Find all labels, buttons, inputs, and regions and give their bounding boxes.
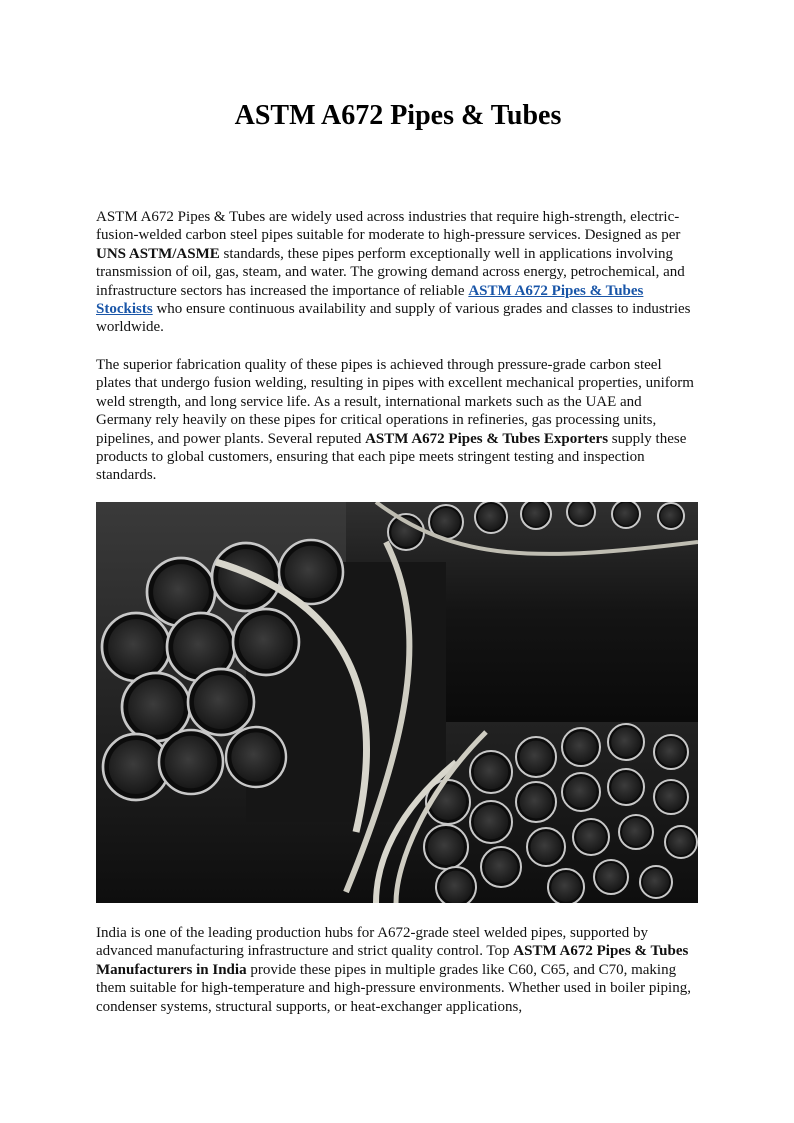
intro-text-c: who ensure continuous availability and supply of various grades and classes to industries worldwide. (96, 301, 691, 336)
pipe-bore (108, 619, 164, 675)
pipes-photo (96, 502, 698, 903)
fabrication-text-a: The superior fabrication quality of these pipes is achieved through pressure-grade carbon steel plates that undergo fusion welding, resulting in pipes with excellent mechanical properties, uniform weld strength, and long service life. As a result, international markets such as the UAE and Germany rely heavily on these pipes for critical operations in refineries, gas processing units, pipelines, and power plants. Several reputed (96, 357, 694, 447)
pipe-bore (615, 503, 638, 526)
pipe-bore (611, 772, 641, 802)
exporters-bold: ASTM A672 Pipes & Tubes Exporters (365, 430, 609, 447)
manufacturers-bold: ASTM A672 Pipes & Tubes Manufacturers in India (96, 943, 689, 978)
india-text-a: India is one of the leading production hubs for A672-grade steel welded pipes, supported by advanced manufacturing infrastructure and strict quality control. Top (96, 925, 648, 960)
fabrication-text-b: supply these products to global customers, ensuring that each pipe meets stringent testing and inspection standards. (96, 430, 687, 484)
pipe-bore (478, 504, 504, 530)
pipe-bore (165, 736, 217, 788)
pipe-bore (428, 829, 464, 865)
pipe-bore (474, 755, 508, 789)
pipe-bore (657, 738, 685, 766)
page-title: ASTM A672 Pipes & Tubes (234, 100, 562, 131)
intro-paragraph (96, 208, 700, 337)
pipe-bore (551, 872, 581, 902)
pipe-bore (565, 776, 596, 807)
pipe-bore (239, 615, 293, 669)
pipes-illustration (96, 502, 698, 903)
pipe-bore (218, 549, 274, 605)
pipe-bore (660, 505, 681, 526)
pipe-bore (668, 829, 694, 855)
pipe-bore (231, 732, 280, 781)
pipe-bore (643, 869, 669, 895)
pipe-bore (520, 741, 553, 774)
pipe-bore (440, 871, 473, 903)
pipe-bore (194, 675, 248, 729)
pipe-bore (565, 731, 596, 762)
pipe-bore (173, 619, 229, 675)
pipe-bore (128, 679, 184, 735)
pipe-bore (432, 508, 460, 536)
pipe-bore (530, 831, 561, 862)
pipe-bore (622, 818, 650, 846)
pipe-bore (485, 851, 518, 884)
india-paragraph (96, 924, 700, 1016)
pipe-bore (430, 784, 466, 820)
pipe-bore (657, 783, 685, 811)
fabrication-paragraph (96, 356, 700, 485)
standards-bold: UNS ASTM/ASME (96, 245, 220, 262)
pipe-bore (597, 863, 625, 891)
pipe-bore (520, 786, 553, 819)
pipe-bore (153, 564, 209, 620)
india-text-b: provide these pipes in multiple grades like C60, C65, and C70, making them suitable for high-temperature and high-pressure environments. Whether used in boiler piping, condenser systems, structural supports, or heat-exchanger applications, (96, 961, 691, 1015)
intro-text-a: ASTM A672 Pipes & Tubes are widely used across industries that require high-strength, electric-fusion-welded carbon steel pipes suitable for moderate to high-pressure services. Designed as per (96, 209, 681, 244)
pipe-bore (611, 727, 641, 757)
pipe-bore (285, 546, 337, 598)
pipe-bore (109, 740, 163, 794)
pipe-bore (576, 822, 606, 852)
pipe-bore (524, 502, 549, 526)
intro-text-b: standards, these pipes perform exceptionally well in applications involving transmission of oil, gas, steam, and water. The growing demand across energy, petrochemical, and infrastructure sectors has increased the importance of reliable (96, 245, 685, 299)
pipe-bore (474, 805, 508, 839)
stockists-link[interactable]: ASTM A672 Pipes & Tubes Stockists (96, 282, 644, 318)
